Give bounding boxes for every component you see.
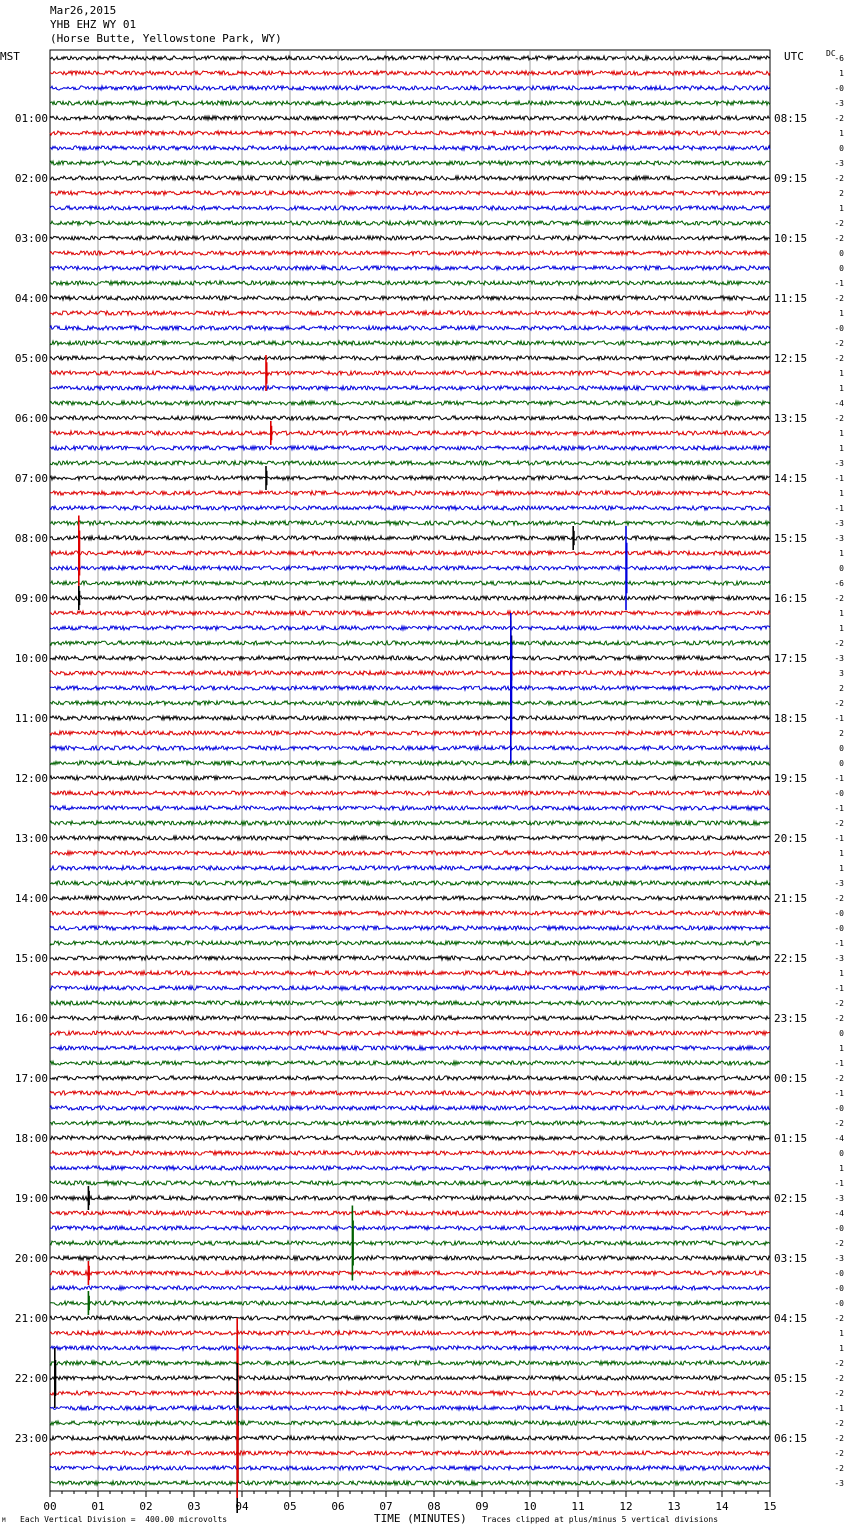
dc-offset-label: 1 bbox=[839, 1329, 844, 1338]
seismic-trace bbox=[50, 716, 770, 720]
x-tick-label: 08 bbox=[427, 1500, 441, 1513]
x-tick-label: 00 bbox=[43, 1500, 57, 1513]
seismic-trace bbox=[50, 221, 770, 225]
dc-offset-label: -2 bbox=[834, 1374, 844, 1383]
dc-offset-label: -2 bbox=[834, 174, 844, 183]
seismic-trace bbox=[50, 1271, 770, 1275]
left-timezone-label: MST bbox=[0, 50, 20, 63]
dc-offset-label: -3 bbox=[834, 654, 844, 663]
seismic-trace bbox=[50, 461, 770, 465]
seismic-trace bbox=[50, 371, 770, 375]
traces bbox=[50, 56, 770, 1485]
dc-offset-label: -1 bbox=[834, 474, 844, 483]
seismic-trace bbox=[50, 326, 770, 330]
dc-offset-label: -0 bbox=[834, 1299, 844, 1308]
dc-offset-label: 1 bbox=[839, 609, 844, 618]
dc-offset-label: -2 bbox=[834, 699, 844, 708]
seismic-trace bbox=[50, 1226, 770, 1230]
x-tick-label: 15 bbox=[763, 1500, 777, 1513]
dc-offset-label: 1 bbox=[839, 204, 844, 213]
dc-offset-label: -4 bbox=[834, 1134, 844, 1143]
seismic-trace bbox=[50, 341, 770, 345]
left-hour-label: 06:00 bbox=[14, 412, 48, 425]
seismic-trace bbox=[50, 446, 770, 450]
x-tick-label: 02 bbox=[139, 1500, 153, 1513]
seismic-trace bbox=[50, 1121, 770, 1125]
seismic-trace bbox=[50, 1196, 770, 1200]
dc-offset-label: -2 bbox=[834, 1464, 844, 1473]
dc-offset-label: 1 bbox=[839, 429, 844, 438]
seismic-trace bbox=[50, 956, 770, 960]
right-hour-label: 19:15 bbox=[774, 772, 808, 785]
x-tick-label: 11 bbox=[571, 1500, 585, 1513]
dc-offset-label: 1 bbox=[839, 549, 844, 558]
dc-offset-label: -2 bbox=[834, 414, 844, 423]
left-hour-label: 18:00 bbox=[14, 1132, 48, 1145]
left-hour-label: 13:00 bbox=[14, 832, 48, 845]
corner-mark: M bbox=[2, 1517, 6, 1524]
seismic-trace bbox=[50, 161, 770, 165]
seismic-trace bbox=[50, 791, 770, 795]
seismic-trace bbox=[50, 131, 770, 135]
seismic-trace bbox=[50, 1076, 770, 1080]
seismic-trace bbox=[50, 1301, 770, 1305]
seismic-trace bbox=[50, 251, 770, 255]
seismic-trace bbox=[50, 626, 770, 630]
seismic-trace bbox=[50, 116, 770, 120]
seismic-trace bbox=[50, 1151, 770, 1155]
seismic-trace bbox=[50, 551, 770, 555]
dc-offset-label: 0 bbox=[839, 744, 844, 753]
seismic-trace bbox=[50, 1031, 770, 1035]
right-hour-label: 11:15 bbox=[774, 292, 808, 305]
seismic-trace bbox=[50, 1091, 770, 1095]
seismic-trace bbox=[50, 1406, 770, 1410]
seismic-trace bbox=[50, 1286, 770, 1290]
dc-offset-label: 1 bbox=[839, 1344, 844, 1353]
dc-offset-label: -0 bbox=[834, 1284, 844, 1293]
seismic-trace bbox=[50, 926, 770, 930]
dc-offset-label: -0 bbox=[834, 1224, 844, 1233]
seismic-trace bbox=[50, 1331, 770, 1335]
seismic-trace bbox=[50, 686, 770, 690]
dc-offset-label: -2 bbox=[834, 1014, 844, 1023]
dc-label: DC bbox=[826, 49, 836, 58]
x-tick-label: 05 bbox=[283, 1500, 297, 1513]
x-tick-label: 13 bbox=[667, 1500, 681, 1513]
seismic-trace bbox=[50, 941, 770, 945]
left-hour-label: 02:00 bbox=[14, 172, 48, 185]
seismic-trace bbox=[50, 1181, 770, 1185]
x-tick-label: 07 bbox=[379, 1500, 393, 1513]
seismic-trace bbox=[50, 701, 770, 705]
seismic-trace bbox=[50, 641, 770, 645]
seismic-trace bbox=[50, 596, 770, 600]
dc-offset-label: 1 bbox=[839, 384, 844, 393]
dc-offset-label: -2 bbox=[834, 219, 844, 228]
seismic-trace bbox=[50, 671, 770, 675]
left-hour-label: 07:00 bbox=[14, 472, 48, 485]
seismic-trace bbox=[50, 386, 770, 390]
left-hour-label: 03:00 bbox=[14, 232, 48, 245]
dc-offset-label: 1 bbox=[839, 969, 844, 978]
seismic-trace bbox=[50, 881, 770, 885]
seismic-trace bbox=[50, 1256, 770, 1260]
x-tick-label: 03 bbox=[187, 1500, 201, 1513]
dc-offset-label: -2 bbox=[834, 1074, 844, 1083]
seismic-trace bbox=[50, 146, 770, 150]
dc-offset-label: 1 bbox=[839, 1164, 844, 1173]
seismic-trace bbox=[50, 506, 770, 510]
seismic-trace bbox=[50, 536, 770, 540]
dc-offset-label: -4 bbox=[834, 1209, 844, 1218]
seismic-trace bbox=[50, 971, 770, 975]
dc-offset-label: -1 bbox=[834, 1059, 844, 1068]
dc-offset-label: -1 bbox=[834, 1089, 844, 1098]
dc-offset-label: -2 bbox=[834, 1419, 844, 1428]
seismic-trace bbox=[50, 611, 770, 615]
dc-offset-label: -0 bbox=[834, 1269, 844, 1278]
dc-offset-label: -1 bbox=[834, 279, 844, 288]
seismic-trace bbox=[50, 296, 770, 300]
x-tick-label: 10 bbox=[523, 1500, 537, 1513]
dc-offset-label: -2 bbox=[834, 114, 844, 123]
right-hour-label: 17:15 bbox=[774, 652, 808, 665]
dc-offset-label: -1 bbox=[834, 714, 844, 723]
dc-offset-label: 0 bbox=[839, 1149, 844, 1158]
left-hour-label: 08:00 bbox=[14, 532, 48, 545]
dc-offset-label: -2 bbox=[834, 354, 844, 363]
left-hour-label: 05:00 bbox=[14, 352, 48, 365]
dc-offset-label: 2 bbox=[839, 729, 844, 738]
dc-offset-label: -3 bbox=[834, 879, 844, 888]
seismic-trace bbox=[50, 1316, 770, 1320]
seismic-trace bbox=[50, 581, 770, 585]
seismic-trace bbox=[50, 86, 770, 90]
dc-offset-label: -1 bbox=[834, 1179, 844, 1188]
right-hour-label: 18:15 bbox=[774, 712, 808, 725]
dc-offset-label: -1 bbox=[834, 984, 844, 993]
seismic-trace bbox=[50, 746, 770, 750]
seismic-trace bbox=[50, 1001, 770, 1005]
seismic-trace bbox=[50, 1166, 770, 1170]
seismic-trace bbox=[50, 1421, 770, 1425]
dc-offset-label: -3 bbox=[834, 159, 844, 168]
seismic-trace bbox=[50, 1436, 770, 1440]
seismic-trace bbox=[50, 1376, 770, 1380]
dc-offset-label: -3 bbox=[834, 99, 844, 108]
dc-offset-label: -0 bbox=[834, 909, 844, 918]
right-hour-label: 10:15 bbox=[774, 232, 808, 245]
dc-offset-label: -3 bbox=[834, 1194, 844, 1203]
left-hour-label: 22:00 bbox=[14, 1372, 48, 1385]
x-axis-title: TIME (MINUTES) bbox=[374, 1512, 467, 1525]
dc-offset-label: 0 bbox=[839, 564, 844, 573]
seismic-trace bbox=[50, 311, 770, 315]
seismic-trace bbox=[50, 1346, 770, 1350]
seismic-trace bbox=[50, 491, 770, 495]
dc-offset-label: 3 bbox=[839, 669, 844, 678]
seismic-trace bbox=[50, 1136, 770, 1140]
dc-offset-label: 1 bbox=[839, 444, 844, 453]
clip-note: Traces clipped at plus/minus 5 vertical divisions bbox=[482, 1515, 719, 1524]
right-hour-label: 22:15 bbox=[774, 952, 808, 965]
seismic-trace bbox=[50, 1451, 770, 1455]
seismic-trace bbox=[50, 761, 770, 765]
left-hour-label: 11:00 bbox=[14, 712, 48, 725]
dc-offset-label: -0 bbox=[834, 84, 844, 93]
seismic-trace bbox=[50, 266, 770, 270]
left-hour-label: 16:00 bbox=[14, 1012, 48, 1025]
dc-offset-label: 1 bbox=[839, 1044, 844, 1053]
seismic-trace bbox=[50, 806, 770, 810]
dc-offset-label: -2 bbox=[834, 1449, 844, 1458]
right-hour-label: 20:15 bbox=[774, 832, 808, 845]
dc-offset-label: -2 bbox=[834, 819, 844, 828]
right-hour-label: 02:15 bbox=[774, 1192, 808, 1205]
dc-offset-label: 1 bbox=[839, 864, 844, 873]
x-tick-label: 04 bbox=[235, 1500, 249, 1513]
seismic-trace bbox=[50, 176, 770, 180]
left-hour-label: 21:00 bbox=[14, 1312, 48, 1325]
dc-offset-label: -2 bbox=[834, 1389, 844, 1398]
seismic-trace bbox=[50, 896, 770, 900]
seismic-trace bbox=[50, 206, 770, 210]
dc-offset-label: -0 bbox=[834, 924, 844, 933]
dc-offset-label: -2 bbox=[834, 1239, 844, 1248]
dc-offset-label: -1 bbox=[834, 774, 844, 783]
dc-offset-label: -3 bbox=[834, 1254, 844, 1263]
left-hour-label: 15:00 bbox=[14, 952, 48, 965]
dc-offset-label: -0 bbox=[834, 324, 844, 333]
dc-offset-label: -6 bbox=[834, 579, 844, 588]
right-hour-label: 16:15 bbox=[774, 592, 808, 605]
right-hour-label: 21:15 bbox=[774, 892, 808, 905]
left-hour-label: 17:00 bbox=[14, 1072, 48, 1085]
dc-offset-label: -2 bbox=[834, 234, 844, 243]
seismic-trace bbox=[50, 416, 770, 420]
left-hour-label: 04:00 bbox=[14, 292, 48, 305]
right-timezone-label: UTC bbox=[784, 50, 804, 63]
dc-offset-label: -2 bbox=[834, 1434, 844, 1443]
seismic-trace bbox=[50, 656, 770, 660]
dc-offset-label: 1 bbox=[839, 369, 844, 378]
dc-offset-label: 1 bbox=[839, 69, 844, 78]
dc-offset-label: -2 bbox=[834, 894, 844, 903]
right-hour-label: 14:15 bbox=[774, 472, 808, 485]
dc-offset-label: -2 bbox=[834, 294, 844, 303]
seismic-trace bbox=[50, 1466, 770, 1470]
dc-offset-label: -3 bbox=[834, 459, 844, 468]
right-hour-label: 00:15 bbox=[774, 1072, 808, 1085]
dc-offset-label: -1 bbox=[834, 1404, 844, 1413]
left-hour-label: 01:00 bbox=[14, 112, 48, 125]
seismic-trace bbox=[50, 1211, 770, 1215]
right-hour-label: 09:15 bbox=[774, 172, 808, 185]
dc-offset-label: -4 bbox=[834, 399, 844, 408]
dc-offset-label: -1 bbox=[834, 834, 844, 843]
dc-offset-label: 1 bbox=[839, 309, 844, 318]
dc-offset-label: -2 bbox=[834, 1119, 844, 1128]
seismic-trace bbox=[50, 356, 770, 360]
seismic-trace bbox=[50, 236, 770, 240]
right-hour-label: 04:15 bbox=[774, 1312, 808, 1325]
seismic-trace bbox=[50, 56, 770, 60]
right-hour-label: 01:15 bbox=[774, 1132, 808, 1145]
dc-offset-label: -2 bbox=[834, 1359, 844, 1368]
right-hour-label: 12:15 bbox=[774, 352, 808, 365]
dc-offset-label: 2 bbox=[839, 189, 844, 198]
seismic-trace bbox=[50, 476, 770, 480]
dc-offset-label: -0 bbox=[834, 1104, 844, 1113]
seismic-trace bbox=[50, 836, 770, 840]
right-hour-label: 06:15 bbox=[774, 1432, 808, 1445]
dc-offset-label: -2 bbox=[834, 999, 844, 1008]
dc-offset-label: -1 bbox=[834, 804, 844, 813]
seismic-trace bbox=[50, 281, 770, 285]
dc-offset-label: -1 bbox=[834, 504, 844, 513]
dc-offset-label: 1 bbox=[839, 489, 844, 498]
seismic-trace bbox=[50, 101, 770, 105]
dc-offset-label: 0 bbox=[839, 759, 844, 768]
dc-offset-label: 1 bbox=[839, 624, 844, 633]
left-hour-label: 14:00 bbox=[14, 892, 48, 905]
seismic-trace bbox=[50, 731, 770, 735]
seismic-trace bbox=[50, 911, 770, 915]
location-label: (Horse Butte, Yellowstone Park, WY) bbox=[50, 32, 282, 45]
seismic-trace bbox=[50, 986, 770, 990]
x-tick-label: 06 bbox=[331, 1500, 345, 1513]
dc-offset-label: -2 bbox=[834, 594, 844, 603]
dc-offset-label: -2 bbox=[834, 339, 844, 348]
seismic-trace bbox=[50, 521, 770, 525]
dc-offset-label: -3 bbox=[834, 519, 844, 528]
seismic-trace bbox=[50, 1361, 770, 1365]
seismic-trace bbox=[50, 431, 770, 435]
seismic-trace bbox=[50, 851, 770, 855]
dc-offset-label: 0 bbox=[839, 1029, 844, 1038]
seismic-trace bbox=[50, 71, 770, 75]
dc-offset-label: 1 bbox=[839, 129, 844, 138]
seismic-trace bbox=[50, 866, 770, 870]
x-tick-label: 12 bbox=[619, 1500, 633, 1513]
seismic-trace bbox=[50, 1106, 770, 1110]
seismic-trace bbox=[50, 191, 770, 195]
left-hour-label: 10:00 bbox=[14, 652, 48, 665]
seismic-trace bbox=[50, 401, 770, 405]
right-hour-label: 08:15 bbox=[774, 112, 808, 125]
scale-note: Each Vertical Division = 400.00 microvolts bbox=[20, 1515, 228, 1524]
dc-offset-label: -2 bbox=[834, 1314, 844, 1323]
dc-offset-label: -3 bbox=[834, 954, 844, 963]
seismic-trace bbox=[50, 1241, 770, 1245]
date-label: Mar26,2015 bbox=[50, 4, 117, 17]
x-tick-label: 14 bbox=[715, 1500, 729, 1513]
x-tick-label: 09 bbox=[475, 1500, 489, 1513]
dc-offset-label: 0 bbox=[839, 144, 844, 153]
seismic-trace bbox=[50, 776, 770, 780]
seismic-trace bbox=[50, 1391, 770, 1395]
right-hour-label: 05:15 bbox=[774, 1372, 808, 1385]
dc-offset-label: 1 bbox=[839, 849, 844, 858]
left-hour-label: 23:00 bbox=[14, 1432, 48, 1445]
x-tick-label: 01 bbox=[91, 1500, 105, 1513]
left-hour-label: 19:00 bbox=[14, 1192, 48, 1205]
dc-offset-label: 0 bbox=[839, 264, 844, 273]
dc-offset-label: -3 bbox=[834, 1479, 844, 1488]
left-hour-label: 09:00 bbox=[14, 592, 48, 605]
dc-offset-label: 0 bbox=[839, 249, 844, 258]
seismic-trace bbox=[50, 1481, 770, 1485]
right-hour-label: 03:15 bbox=[774, 1252, 808, 1265]
seismic-trace bbox=[50, 1061, 770, 1065]
right-hour-label: 13:15 bbox=[774, 412, 808, 425]
seismic-trace bbox=[50, 1046, 770, 1050]
seismic-trace bbox=[50, 1016, 770, 1020]
dc-offset-label: -6 bbox=[834, 54, 844, 63]
dc-offset-label: -0 bbox=[834, 789, 844, 798]
dc-offset-label: -1 bbox=[834, 939, 844, 948]
right-hour-label: 23:15 bbox=[774, 1012, 808, 1025]
left-hour-label: 12:00 bbox=[14, 772, 48, 785]
station-label: YHB EHZ WY 01 bbox=[50, 18, 137, 31]
seismic-trace bbox=[50, 821, 770, 825]
dc-offset-label: -3 bbox=[834, 534, 844, 543]
right-hour-label: 15:15 bbox=[774, 532, 808, 545]
left-hour-label: 20:00 bbox=[14, 1252, 48, 1265]
seismic-trace bbox=[50, 566, 770, 570]
dc-offset-label: 2 bbox=[839, 684, 844, 693]
dc-offset-label: -2 bbox=[834, 639, 844, 648]
